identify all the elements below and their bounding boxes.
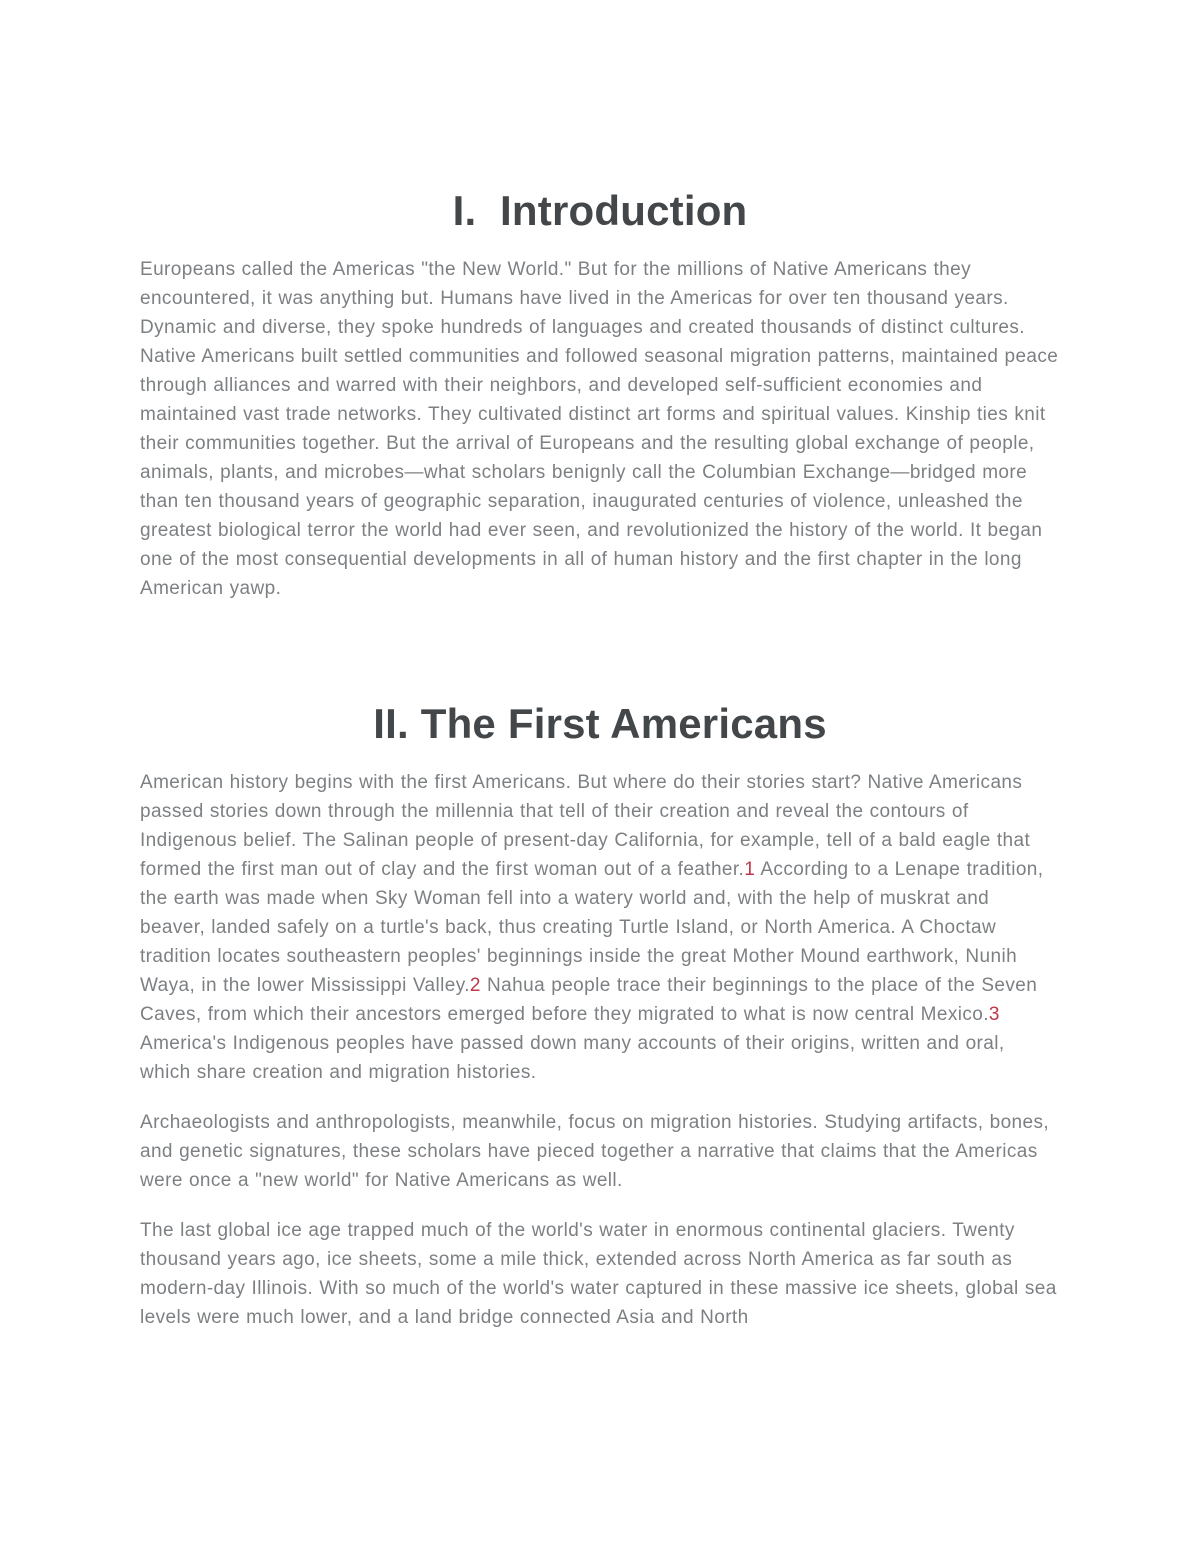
section-heading: II. The First Americans (373, 700, 827, 747)
paragraph (140, 255, 1060, 603)
section-heading: I. Introduction (452, 187, 748, 234)
text-run: Archaeologists and anthropologists, meanwhile, focus on migration histories. Studying artifacts, bones, and genetic signatures, these scholars have pieced together a narrative that claims that the Americas were once a "new world" for Native Americans as well. (140, 1112, 1050, 1191)
paragraph (140, 1216, 1060, 1332)
section-introduction (140, 186, 1060, 603)
paragraph (140, 1108, 1060, 1195)
footnote-link[interactable]: 1 (744, 859, 756, 880)
text-run: American history begins with the first Americans. But where do their stories start? Native Americans passed stories down through the millennia that tell of their creation and reveal the contours of Indigenous belief. The Salinan people of present-day California, for example, tell of a bald eagle that formed the first man out of clay and the first woman out of a feather. (140, 772, 1031, 880)
paragraph (140, 768, 1060, 1087)
text-run: Nahua people trace their beginnings to the place of the Seven Caves, from which their ancestors emerged before they migrated to what is now central Mexico. (140, 975, 1038, 1025)
text-run: Europeans called the Americas "the New World." But for the millions of Native Americans they encountered, it was anything but. Humans have lived in the Americas for over ten thousand years. Dynamic and diverse, they spoke hundreds of languages and created thousands of distinct cultures. Native Americans built settled communities and followed seasonal migration patterns, maintained peace through alliances and warred with their neighbors, and developed self-sufficient economies and maintained vast trade networks. They cultivated distinct art forms and spiritual values. Kinship ties knit their communities together. But the arrival of Europeans and the resulting global exchange of people, animals, plants, and microbes—what scholars benignly call the Columbian Exchange—bridged more than ten thousand years of geographic separation, inaugurated centuries of violence, unleashed the greatest biological terror the world had ever seen, and revolutionized the history of the world. It began one of the most consequential developments in all of human history and the first chapter in the long American yawp. (140, 259, 1059, 599)
text-run: The last global ice age trapped much of the world's water in enormous continental glaciers. Twenty thousand years ago, ice sheets, some a mile thick, extended across North America as far south as modern-day Illinois. With so much of the world's water captured in these massive ice sheets, global sea levels were much lower, and a land bridge connected Asia and North (140, 1220, 1057, 1328)
text-run: According to a Lenape tradition, the earth was made when Sky Woman fell into a watery world and, with the help of muskrat and beaver, landed safely on a turtle's back, thus creating Turtle Island, or North America. A Choctaw tradition locates southeastern peoples' beginnings inside the great Mother Mound earthwork, Nunih Waya, in the lower Mississippi Valley. (140, 859, 1044, 996)
footnote-link[interactable]: 2 (469, 975, 481, 996)
document-body (140, 0, 1060, 1332)
section-first-americans (140, 699, 1060, 1332)
text-run: America's Indigenous peoples have passed down many accounts of their origins, written and oral, which share creation and migration histories. (140, 1033, 1005, 1083)
footnote-link[interactable]: 3 (988, 1004, 1000, 1025)
